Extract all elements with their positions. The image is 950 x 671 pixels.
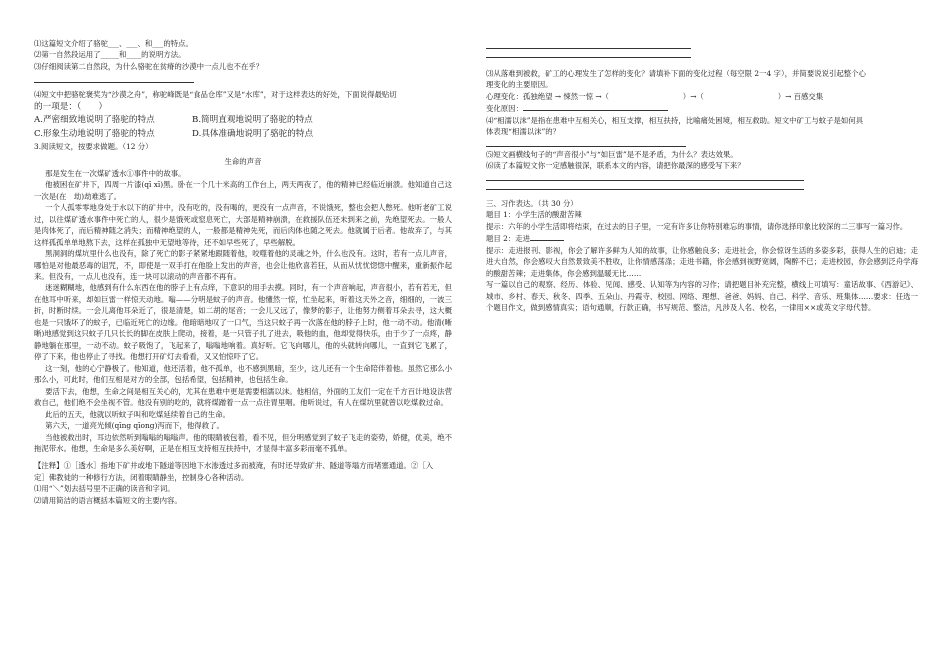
left-column (34, 38, 452, 506)
question-2: ⑵第一自然段运用了_____和____的说明方法。 (34, 50, 186, 60)
question-4-line2: 的一项是：（ ） (34, 101, 108, 112)
story-paragraph-8: 此后的五天，他就以听蚊子叫和吃煤延续着自己的生命。 (45, 409, 230, 419)
answer-line[interactable] (486, 49, 691, 58)
story-paragraph-3: 一个人孤零零地身处于水以下的矿井中，没有吃的，没有喝的，更没有一点声音，不说饿死，整也会把人憋死。他听老矿工说过，以往煤矿透水事件中死亡的人，很少是饿死或窒息死亡，大部是精神崩溃，在救援队伍还未到来之前，先绝望死去。一般人是肉体死了，而后精神随之消失；而精神绝望的人，一般都是精神先死，而后肉体也随之死去。他就属于后者。他故弃了，与其这样孤孤单单地熬下去，这样在孤独中无望地等待，还不如早些死了，早些解脱。 (34, 203, 452, 247)
question-4-line1: ⑷“相濡以沫”是指在患难中互相关心，相互支撑，相互扶持，比喻痛处困境，相互救助。短文中矿工与蚊子是如何具 (486, 115, 864, 125)
options-row-2 (34, 128, 452, 141)
essay-prompt-3: 写一篇以自己的观察、经历、体验、见闻、感受、认知等为内容的习作；请把题目补充完整，横线上可填写：童话故事、《西游记》、城市、乡村、春天、秋冬、四季、五朵山、丹霞寺、校园、网络、理想、爸爸、妈妈、自己、科学、音乐、班集体……要求：任选一个题目作文，做到感情真实；语句通顺，行款正确，书写规范、整洁，凡涉及人名、校名，一律用××或英文字母代替。 (486, 280, 918, 312)
answer-line[interactable] (34, 74, 194, 83)
change-reason-label: 变化原因： (486, 104, 523, 114)
story-paragraph-1: 那是发生在一次煤矿透水①事件中的故事。 (45, 168, 186, 178)
essay-prompt-1: 提示：六年的小学生活即将结束，在过去的日子里，一定有许多让你特别难忘的事情，请你选择印象比较深的二三事写一篇习作。 (486, 221, 908, 231)
story-paragraph-6: 这一刻，他的心宁静极了。他知道，他还活着，他不孤单，也不感到黑暗，至少，这儿还有一个生命陪伴着他。虽然它那么小那么小，可此时，他们互相是对方的全部，包括希望，包括精神，也包括生命。 (34, 363, 452, 385)
option-b[interactable]: B.简明直观地说明了骆驼的特点 (192, 115, 313, 126)
answer-line[interactable] (486, 40, 691, 49)
essay-topic-1: 题目 1：小学生活的酸甜苦辣 (486, 210, 582, 220)
essay-topic-2-blank[interactable] (530, 232, 564, 241)
story-paragraph-7: 要活下去，他想，生命之间是相互关心的，尤其在患难中更是需要相濡以沫。他相信，外面的工友们一定在千方百计地设法营救自己，他们绝不会坐视不管。他没有别的吃的，就将煤蹭着一点一点往胃里咽。他听说过，有人在煤坑里就曾以吃煤救过命。 (34, 386, 452, 408)
story-paragraph-10: 当他被救出时，耳边依然听到嗡嗡的嗡嗡声。他的眼睛被包着，看不见，但分明感觉到了蚊子飞走的姿势，娇健，优美，绝不拖泥带水。他想，生命是多么美好啊，正是在相互支持相互扶持中，才显得丰富多彩而毫不孤单。 (34, 432, 452, 453)
annotation-line-1: 【注释】①［透水］指地下矿井或地下隧道等因地下水渗透过多而被淹，有时还导致矿井、隧道等塌方而堵塞通道。②［入 (34, 461, 434, 471)
option-d[interactable]: D.具体准确地说明了骆驼的特点 (192, 128, 314, 139)
question-6: ⑹读了本篇短文你一定感触很深，联系本文的内容，请把你最深的感受写下来？ (486, 161, 745, 171)
story-title: 生命的声音 (224, 157, 262, 167)
answer-line[interactable] (486, 138, 686, 147)
essay-topic-2: 题目 2：走进 (486, 234, 531, 244)
sub-question-1: ⑴用“＼”划去括号里不正确的读音和字词。 (34, 484, 175, 494)
change-reason-row (486, 102, 918, 114)
options-row-1 (34, 114, 452, 127)
question-3-line1: ⑶从落难到被救，矿工的心理发生了怎样的变化？请填补下面的变化过程（每空限 2一4 字），并简要说说引起整个心 (486, 69, 866, 78)
psychology-change-chain: 心理变化：孤独绝望 → 悚然一惊 →（ ）→（ ）→ 百感交集 (486, 91, 824, 101)
right-column (486, 38, 918, 313)
option-a[interactable]: A.严密细致地说明了骆驼的特点 (34, 115, 155, 126)
story-paragraph-2: 他被困在矿井下，四周一片漆(qī xī)黑。卧在一个几十米高的工作台上，两天两夜了，他的精神已经临近崩溃。他知道自己这一次是(在 劫)劫难逃了。 (34, 180, 452, 201)
question-4-line1: ⑷短文中把骆驼褒奖为“沙漠之舟”，称驼峰既是“食品仓库”又是“水库”，对于这样表达的好处，下面说得最贴切 (34, 90, 397, 100)
annotation-line-2: 定］佛教徒的一种修行方法，闭着眼睛静坐，控制身心各种活动。 (34, 472, 249, 482)
answer-line[interactable] (486, 181, 804, 190)
story-paragraph-9: 第六天，一道亮光倾(qīng qīong)泻而下，他得救了。 (45, 421, 224, 431)
answer-line[interactable] (486, 172, 804, 181)
question-1: ⑴这篇短文介绍了骆驼___、___、和___的特点。 (34, 39, 193, 48)
essay-prompt-2: 提示：走进报刊、影视，你会了解许多鲜为人知的故事，让你感触良多；走进社会，你会惊讶生活的多姿多彩，获得人生的启迪；走进大自然，你会感叹大自然景致美不胜收，让你情感荡涤；走进书籍，你会感到视野宽阔，陶醉不已；走进校园，你会感到泛舟学海的酸甜苦辣；走进集体，你会感到温暖无比…… (486, 245, 918, 278)
story-paragraph-4: 黑洞洞的煤坑里什么也没有，除了死亡的影子紧紧地跟随着他，咬噬着他的灵魂之外，什么也没有。这时，若有一点儿声音，哪怕是对他最恶毒的诅咒，不，即使是一双手打在他脸上发出的声音，也会让他欣喜若狂，从而从忧忧惚惚中醒来，重新振作起来。但没有，一点儿也没有，连一块可以滚动的声音都不再有。 (34, 249, 452, 281)
question-4-line2: 体表现“相濡以沫”的？ (486, 127, 561, 137)
question-3-line2: 理变化的主要原因。 (486, 80, 553, 90)
section-3-heading: 3.阅读短文，按要求做题。（12 分） (34, 141, 153, 151)
option-c[interactable]: C.形象生动地说明了骆驼的特点 (34, 128, 155, 139)
section-3-heading: 三、习作表达。（共 30 分） (486, 198, 578, 208)
change-reason-field[interactable] (523, 102, 668, 111)
sub-question-2: ⑵请用简洁的语言概括本篇短文的主要内容。 (34, 495, 182, 505)
question-5: ⑸短文画横线句子的“声音很小”与“如巨雷”是不是矛盾，为什么？表达效果。 (486, 149, 738, 159)
question-3: ⑶仔细阅读第二自然段，为什么骆驼在贫瘠的沙漠中一点儿也不在乎？ (34, 61, 264, 71)
story-paragraph-5: 迷迷糊糊地，他感到有什么东西在他的脖子上有点痒，下意识的用手去摸。同时，有一个声音响起，声音很小，若有若无，但在他耳中听来，却如巨雷一样惊天动地。嗡——分明是蚊子的声音。他懂然一惊，忙坐起来，听着这天外之音，细细的，一波三折，时断时续。一会儿离他耳朵近了，很是清楚，如二胡的尾音；一会儿又远了，像梦的影子，让他努力侧着耳朵去寻，这大概也是一只饿坏了的蚊子，已临近死亡的边缘。他暗暗地叹了一口气，当这只蚊子再一次落在他的脖子上时，他一动不动。他清(晰 晰)地感觉到这只蚊子几只长长的脚在皮肤上爬动，接着，是一只管子扎了进去，吸他的血，他却觉得快乐，由于少了一点疼，静静地躺在那里，一动不动。蚊子吸饱了，飞起来了，嗡嗡地响着。真好听。它飞向哪儿，他的头就转向哪儿，一直到它飞累了，停了下来，他也停止了寻找。他想打开矿灯去看看，又又怕惊吓了它。 (34, 283, 452, 362)
essay-topic-2-row (486, 232, 918, 244)
